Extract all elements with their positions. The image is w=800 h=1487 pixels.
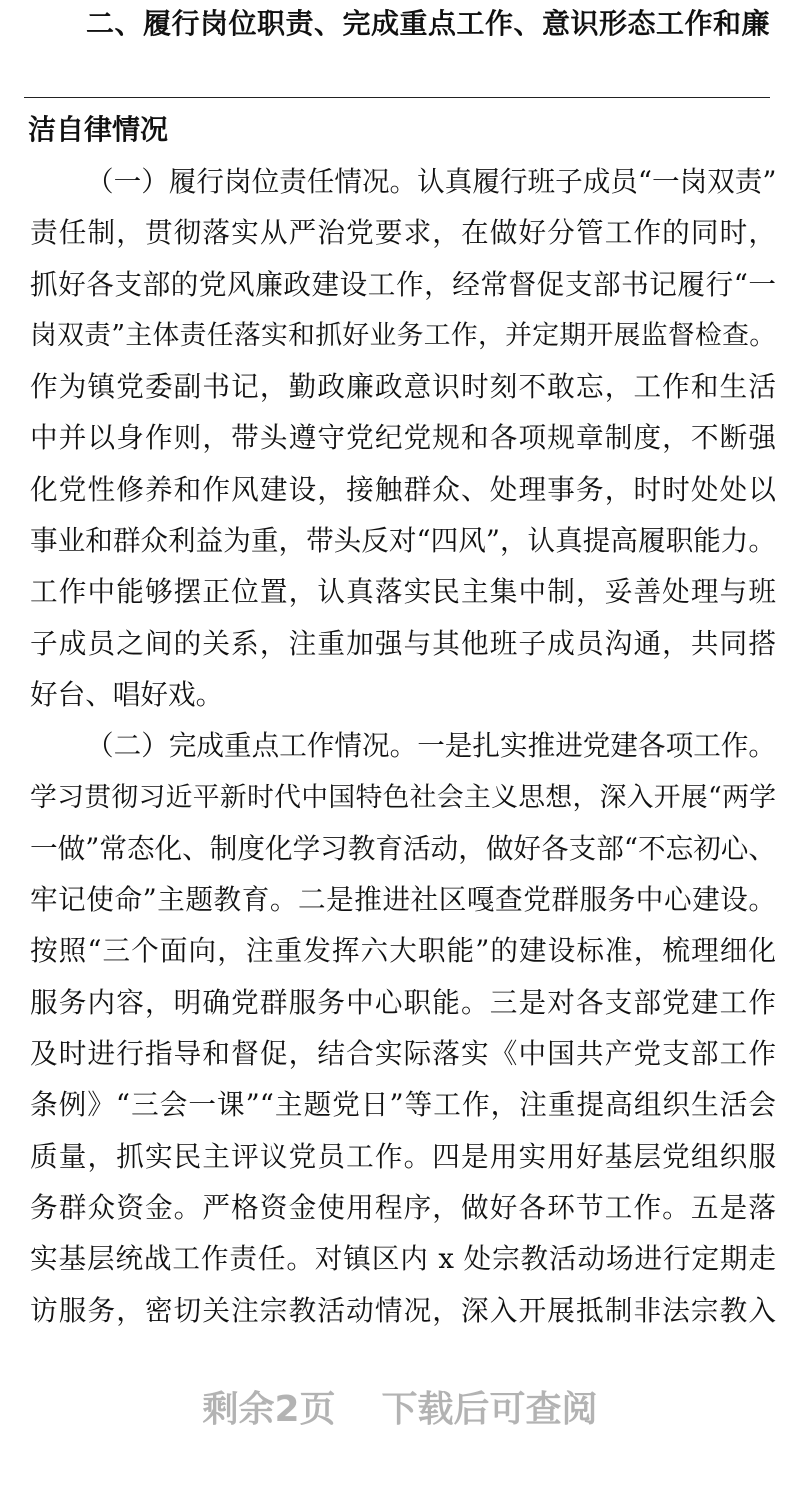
download-prompt[interactable] (0, 1385, 800, 1435)
text-line: 化党性修养和作风建设，接触群众、处理事务，时时处处以 (30, 472, 776, 506)
text-line: 质量，抓实民主评议党员工作。四是用实用好基层党组织服 (30, 1139, 776, 1173)
text-line: （一）履行岗位责任情况。认真履行班子成员“一岗双责” (86, 165, 777, 198)
text-line: 务群众资金。严格资金使用程序，做好各环节工作。五是落 (30, 1190, 776, 1224)
text-line: 条例》“三会一课”“主题党日”等工作，注重提高组织生活会 (30, 1088, 776, 1122)
text-line: 一做”常态化、制度化学习教育活动，做好各支部“不忘初心、 (30, 831, 776, 865)
document-body (30, 156, 776, 1336)
text-line: 工作中能够摆正位置，认真落实民主集中制，妥善处理与班 (30, 575, 776, 609)
text-line: 抓好各支部的党风廉政建设工作，经常督促支部书记履行“一 (30, 267, 776, 301)
text-line: 牢记使命”主题教育。二是推进社区嘎查党群服务中心建设。 (30, 883, 776, 917)
text-line: 按照“三个面向，注重发挥六大职能”的建设标准，梳理细化 (30, 934, 776, 968)
text-line: 好台、唱好戏。 (30, 677, 224, 711)
section-heading-continued: 洁自律情况 (28, 113, 169, 146)
text-line: 服务内容，明确党群服务中心职能。三是对各支部党建工作 (30, 985, 776, 1019)
text-line: 及时进行指导和督促，结合实际落实《中国共产党支部工作 (30, 1037, 776, 1071)
text-line: 事业和群众利益为重，带头反对“四风”，认真提高履职能力。 (30, 524, 776, 558)
remaining-pages-label: 剩余2页 (202, 1389, 336, 1430)
text-line: 岗双责”主体责任落实和抓好业务工作，并定期开展监督检查。 (30, 319, 776, 351)
text-line: （二）完成重点工作情况。一是扎实推进党建各项工作。 (86, 729, 776, 763)
header-divider (24, 97, 770, 98)
text-line: 访服务，密切关注宗教活动情况，深入开展抵制非法宗教入 (30, 1293, 776, 1327)
section-heading: 二、履行岗位职责、完成重点工作、意识形态工作和廉 (86, 7, 771, 40)
download-to-view-label: 下载后可查阅 (381, 1389, 598, 1430)
text-line: 子成员之间的关系，注重加强与其他班子成员沟通，共同搭 (30, 626, 776, 660)
text-line: 实基层统战工作责任。对镇区内 x 处宗教活动场进行定期走 (30, 1242, 776, 1276)
text-line: 作为镇党委副书记，勤政廉政意识时刻不敢忘，工作和生活 (30, 370, 776, 404)
text-line: 学习贯彻习近平新时代中国特色社会主义思想，深入开展“两学 (30, 781, 776, 813)
text-line: 中并以身作则，带头遵守党纪党规和各项规章制度，不断强 (30, 421, 776, 455)
text-line: 责任制，贯彻落实从严治党要求，在做好分管工作的同时， (30, 216, 776, 250)
